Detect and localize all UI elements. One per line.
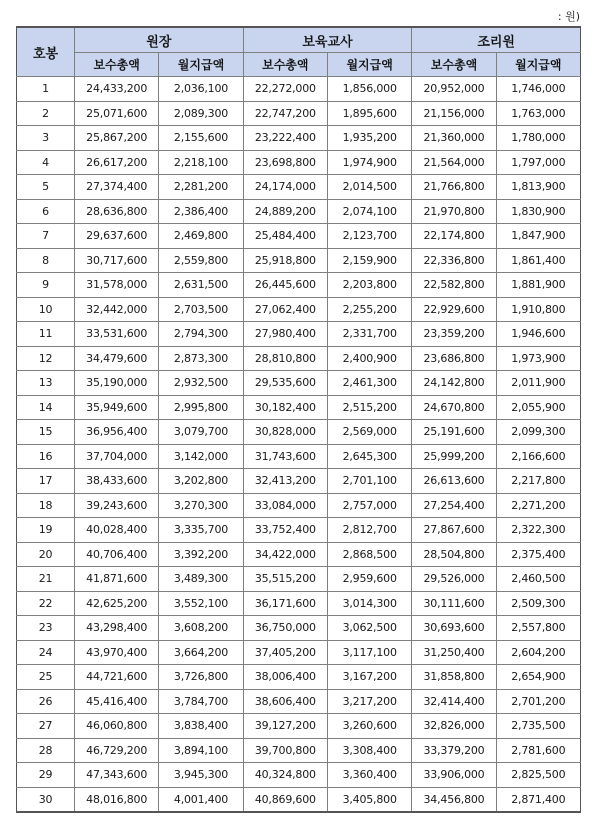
table-row (17, 640, 581, 665)
cell-cook-monthly: 1,797,000 (496, 150, 580, 175)
cell-step: 21 (17, 567, 75, 592)
cell-teacher-total: 27,062,400 (243, 297, 327, 322)
cell-teacher-monthly: 2,701,100 (327, 469, 411, 494)
table-row (17, 420, 581, 445)
cell-teacher-monthly: 3,014,300 (327, 591, 411, 616)
cell-step: 24 (17, 640, 75, 665)
cell-teacher-total: 35,515,200 (243, 567, 327, 592)
cell-cook-total: 22,174,800 (412, 224, 496, 249)
table-row (17, 591, 581, 616)
cell-cook-monthly: 2,557,800 (496, 616, 580, 641)
cell-director-monthly: 3,664,200 (159, 640, 243, 665)
cell-step: 26 (17, 689, 75, 714)
cell-teacher-monthly: 1,974,900 (327, 150, 411, 175)
cell-cook-monthly: 1,973,900 (496, 346, 580, 371)
cell-teacher-total: 27,980,400 (243, 322, 327, 347)
cell-teacher-monthly: 3,260,600 (327, 714, 411, 739)
cell-teacher-monthly: 2,645,300 (327, 444, 411, 469)
cell-director-monthly: 2,559,800 (159, 248, 243, 273)
cell-cook-total: 22,582,800 (412, 273, 496, 298)
cell-cook-total: 25,999,200 (412, 444, 496, 469)
cell-cook-monthly: 2,825,500 (496, 763, 580, 788)
cell-teacher-monthly: 3,405,800 (327, 787, 411, 812)
cell-step: 10 (17, 297, 75, 322)
table-row (17, 567, 581, 592)
cell-director-monthly: 3,392,200 (159, 542, 243, 567)
cell-step: 17 (17, 469, 75, 494)
cell-director-monthly: 3,608,200 (159, 616, 243, 641)
table-row (17, 738, 581, 763)
cell-teacher-monthly: 2,515,200 (327, 395, 411, 420)
cell-teacher-total: 30,182,400 (243, 395, 327, 420)
cell-director-monthly: 3,838,400 (159, 714, 243, 739)
cell-teacher-total: 36,171,600 (243, 591, 327, 616)
table-row (17, 616, 581, 641)
header-cook-total: 보수총액 (412, 53, 496, 77)
cell-teacher-monthly: 1,856,000 (327, 77, 411, 102)
cell-cook-monthly: 2,781,600 (496, 738, 580, 763)
table-row (17, 101, 581, 126)
cell-teacher-monthly: 2,461,300 (327, 371, 411, 396)
cell-teacher-total: 37,405,200 (243, 640, 327, 665)
table-row (17, 199, 581, 224)
cell-director-monthly: 2,218,100 (159, 150, 243, 175)
cell-step: 22 (17, 591, 75, 616)
salary-table (16, 26, 581, 813)
cell-teacher-total: 34,422,000 (243, 542, 327, 567)
cell-cook-total: 32,826,000 (412, 714, 496, 739)
cell-director-monthly: 3,784,700 (159, 689, 243, 714)
cell-cook-monthly: 1,813,900 (496, 175, 580, 200)
table-row (17, 542, 581, 567)
cell-director-monthly: 2,631,500 (159, 273, 243, 298)
cell-cook-total: 24,142,800 (412, 371, 496, 396)
cell-teacher-total: 40,869,600 (243, 787, 327, 812)
cell-teacher-monthly: 3,062,500 (327, 616, 411, 641)
table-row (17, 273, 581, 298)
table-row (17, 297, 581, 322)
cell-teacher-monthly: 3,308,400 (327, 738, 411, 763)
table-row (17, 224, 581, 249)
cell-cook-monthly: 2,055,900 (496, 395, 580, 420)
cell-cook-total: 23,359,200 (412, 322, 496, 347)
cell-teacher-total: 23,222,400 (243, 126, 327, 151)
cell-teacher-monthly: 2,123,700 (327, 224, 411, 249)
cell-step: 9 (17, 273, 75, 298)
table-row (17, 322, 581, 347)
cell-director-monthly: 3,142,000 (159, 444, 243, 469)
cell-director-monthly: 2,469,800 (159, 224, 243, 249)
cell-step: 1 (17, 77, 75, 102)
header-step: 호봉 (17, 27, 75, 77)
cell-cook-total: 34,456,800 (412, 787, 496, 812)
cell-director-total: 46,060,800 (75, 714, 159, 739)
cell-cook-monthly: 2,322,300 (496, 518, 580, 543)
cell-director-monthly: 2,036,100 (159, 77, 243, 102)
cell-cook-monthly: 1,763,000 (496, 101, 580, 126)
cell-cook-monthly: 2,217,800 (496, 469, 580, 494)
cell-cook-monthly: 2,375,400 (496, 542, 580, 567)
table-row (17, 665, 581, 690)
cell-cook-monthly: 1,881,900 (496, 273, 580, 298)
cell-director-monthly: 2,155,600 (159, 126, 243, 151)
cell-cook-monthly: 2,099,300 (496, 420, 580, 445)
cell-director-monthly: 2,281,200 (159, 175, 243, 200)
cell-step: 18 (17, 493, 75, 518)
cell-step: 29 (17, 763, 75, 788)
table-body (17, 77, 581, 813)
cell-teacher-monthly: 3,167,200 (327, 665, 411, 690)
cell-teacher-total: 40,324,800 (243, 763, 327, 788)
cell-director-total: 31,578,000 (75, 273, 159, 298)
cell-director-total: 26,617,200 (75, 150, 159, 175)
cell-cook-total: 23,686,800 (412, 346, 496, 371)
cell-director-monthly: 2,794,300 (159, 322, 243, 347)
cell-teacher-total: 32,413,200 (243, 469, 327, 494)
header-teacher-monthly: 월지급액 (327, 53, 411, 77)
cell-teacher-monthly: 1,895,600 (327, 101, 411, 126)
cell-cook-total: 33,906,000 (412, 763, 496, 788)
cell-teacher-total: 36,750,000 (243, 616, 327, 641)
cell-cook-monthly: 1,847,900 (496, 224, 580, 249)
cell-director-total: 48,016,800 (75, 787, 159, 812)
cell-director-monthly: 3,552,100 (159, 591, 243, 616)
table-row (17, 371, 581, 396)
header-director-total: 보수총액 (75, 53, 159, 77)
cell-step: 30 (17, 787, 75, 812)
cell-director-total: 35,190,000 (75, 371, 159, 396)
cell-cook-monthly: 1,861,400 (496, 248, 580, 273)
cell-director-monthly: 3,079,700 (159, 420, 243, 445)
cell-director-total: 24,433,200 (75, 77, 159, 102)
cell-cook-total: 21,360,000 (412, 126, 496, 151)
table-row (17, 714, 581, 739)
cell-teacher-monthly: 2,569,000 (327, 420, 411, 445)
cell-director-total: 32,442,000 (75, 297, 159, 322)
cell-cook-total: 21,564,000 (412, 150, 496, 175)
cell-step: 19 (17, 518, 75, 543)
cell-cook-total: 22,929,600 (412, 297, 496, 322)
header-row-sub (17, 53, 581, 77)
cell-step: 5 (17, 175, 75, 200)
cell-director-monthly: 2,703,500 (159, 297, 243, 322)
cell-cook-monthly: 2,166,600 (496, 444, 580, 469)
table-row (17, 346, 581, 371)
cell-cook-total: 33,379,200 (412, 738, 496, 763)
cell-teacher-monthly: 2,331,700 (327, 322, 411, 347)
cell-director-total: 40,028,400 (75, 518, 159, 543)
cell-teacher-total: 25,918,800 (243, 248, 327, 273)
cell-cook-monthly: 2,735,500 (496, 714, 580, 739)
header-director-monthly: 월지급액 (159, 53, 243, 77)
table-row (17, 518, 581, 543)
cell-cook-monthly: 1,746,000 (496, 77, 580, 102)
cell-step: 27 (17, 714, 75, 739)
cell-cook-monthly: 2,011,900 (496, 371, 580, 396)
cell-director-total: 35,949,600 (75, 395, 159, 420)
cell-teacher-monthly: 3,360,400 (327, 763, 411, 788)
cell-cook-monthly: 1,946,600 (496, 322, 580, 347)
cell-step: 7 (17, 224, 75, 249)
table-row (17, 787, 581, 812)
cell-director-total: 29,637,600 (75, 224, 159, 249)
cell-step: 23 (17, 616, 75, 641)
cell-cook-monthly: 2,271,200 (496, 493, 580, 518)
cell-step: 3 (17, 126, 75, 151)
cell-director-total: 47,343,600 (75, 763, 159, 788)
cell-director-monthly: 3,270,300 (159, 493, 243, 518)
cell-director-total: 42,625,200 (75, 591, 159, 616)
cell-cook-total: 32,414,400 (412, 689, 496, 714)
cell-director-total: 39,243,600 (75, 493, 159, 518)
cell-director-monthly: 3,726,800 (159, 665, 243, 690)
cell-director-total: 41,871,600 (75, 567, 159, 592)
cell-cook-total: 27,867,600 (412, 518, 496, 543)
cell-step: 14 (17, 395, 75, 420)
cell-cook-total: 21,970,800 (412, 199, 496, 224)
table-row (17, 395, 581, 420)
cell-director-monthly: 3,202,800 (159, 469, 243, 494)
cell-teacher-monthly: 2,757,000 (327, 493, 411, 518)
cell-cook-total: 29,526,000 (412, 567, 496, 592)
cell-step: 25 (17, 665, 75, 690)
cell-cook-total: 27,254,400 (412, 493, 496, 518)
cell-director-monthly: 2,386,400 (159, 199, 243, 224)
cell-step: 28 (17, 738, 75, 763)
cell-teacher-total: 38,006,400 (243, 665, 327, 690)
cell-director-monthly: 3,489,300 (159, 567, 243, 592)
cell-director-monthly: 4,001,400 (159, 787, 243, 812)
cell-teacher-total: 29,535,600 (243, 371, 327, 396)
cell-director-total: 34,479,600 (75, 346, 159, 371)
cell-cook-total: 31,250,400 (412, 640, 496, 665)
cell-teacher-total: 26,445,600 (243, 273, 327, 298)
cell-teacher-total: 22,747,200 (243, 101, 327, 126)
header-group-teacher: 보육교사 (243, 27, 412, 53)
cell-teacher-total: 33,084,000 (243, 493, 327, 518)
cell-step: 15 (17, 420, 75, 445)
cell-step: 12 (17, 346, 75, 371)
cell-director-total: 44,721,600 (75, 665, 159, 690)
cell-cook-monthly: 1,780,000 (496, 126, 580, 151)
cell-director-total: 40,706,400 (75, 542, 159, 567)
cell-teacher-monthly: 2,074,100 (327, 199, 411, 224)
cell-teacher-total: 39,700,800 (243, 738, 327, 763)
cell-director-total: 25,071,600 (75, 101, 159, 126)
cell-teacher-monthly: 2,868,500 (327, 542, 411, 567)
cell-director-total: 37,704,000 (75, 444, 159, 469)
cell-teacher-monthly: 2,812,700 (327, 518, 411, 543)
cell-cook-monthly: 2,509,300 (496, 591, 580, 616)
table-row (17, 444, 581, 469)
cell-director-total: 38,433,600 (75, 469, 159, 494)
cell-teacher-total: 25,484,400 (243, 224, 327, 249)
cell-teacher-monthly: 2,014,500 (327, 175, 411, 200)
cell-step: 4 (17, 150, 75, 175)
cell-director-total: 25,867,200 (75, 126, 159, 151)
cell-teacher-monthly: 1,935,200 (327, 126, 411, 151)
cell-director-total: 33,531,600 (75, 322, 159, 347)
cell-step: 16 (17, 444, 75, 469)
cell-teacher-total: 23,698,800 (243, 150, 327, 175)
table-row (17, 150, 581, 175)
cell-director-monthly: 2,995,800 (159, 395, 243, 420)
header-group-director: 원장 (75, 27, 244, 53)
cell-director-total: 36,956,400 (75, 420, 159, 445)
unit-note: : 원) (557, 10, 580, 23)
cell-cook-total: 21,156,000 (412, 101, 496, 126)
cell-teacher-monthly: 3,217,200 (327, 689, 411, 714)
cell-teacher-total: 39,127,200 (243, 714, 327, 739)
cell-teacher-monthly: 2,203,800 (327, 273, 411, 298)
cell-cook-total: 28,504,800 (412, 542, 496, 567)
cell-cook-total: 21,766,800 (412, 175, 496, 200)
cell-teacher-total: 38,606,400 (243, 689, 327, 714)
cell-teacher-monthly: 2,255,200 (327, 297, 411, 322)
cell-teacher-total: 22,272,000 (243, 77, 327, 102)
header-cook-monthly: 월지급액 (496, 53, 580, 77)
cell-teacher-total: 24,889,200 (243, 199, 327, 224)
cell-director-monthly: 3,894,100 (159, 738, 243, 763)
table-header (17, 27, 581, 77)
table-row (17, 126, 581, 151)
cell-director-monthly: 3,945,300 (159, 763, 243, 788)
cell-director-total: 46,729,200 (75, 738, 159, 763)
table-row (17, 175, 581, 200)
cell-director-monthly: 2,932,500 (159, 371, 243, 396)
cell-teacher-total: 30,828,000 (243, 420, 327, 445)
table-row (17, 689, 581, 714)
table-row (17, 469, 581, 494)
cell-cook-monthly: 1,910,800 (496, 297, 580, 322)
cell-teacher-monthly: 2,959,600 (327, 567, 411, 592)
header-group-cook: 조리원 (412, 27, 581, 53)
table-row (17, 77, 581, 102)
cell-director-monthly: 2,089,300 (159, 101, 243, 126)
cell-step: 8 (17, 248, 75, 273)
cell-teacher-total: 28,810,800 (243, 346, 327, 371)
cell-teacher-monthly: 2,400,900 (327, 346, 411, 371)
cell-cook-total: 30,693,600 (412, 616, 496, 641)
table-row (17, 763, 581, 788)
table-row (17, 248, 581, 273)
cell-director-monthly: 2,873,300 (159, 346, 243, 371)
table-row (17, 493, 581, 518)
cell-cook-monthly: 1,830,900 (496, 199, 580, 224)
cell-cook-monthly: 2,871,400 (496, 787, 580, 812)
cell-cook-monthly: 2,460,500 (496, 567, 580, 592)
cell-step: 2 (17, 101, 75, 126)
cell-cook-monthly: 2,604,200 (496, 640, 580, 665)
cell-cook-total: 31,858,800 (412, 665, 496, 690)
cell-director-monthly: 3,335,700 (159, 518, 243, 543)
cell-cook-monthly: 2,701,200 (496, 689, 580, 714)
cell-cook-total: 25,191,600 (412, 420, 496, 445)
cell-step: 13 (17, 371, 75, 396)
cell-director-total: 43,298,400 (75, 616, 159, 641)
cell-teacher-monthly: 2,159,900 (327, 248, 411, 273)
cell-director-total: 45,416,400 (75, 689, 159, 714)
header-teacher-total: 보수총액 (243, 53, 327, 77)
cell-director-total: 30,717,600 (75, 248, 159, 273)
cell-director-total: 43,970,400 (75, 640, 159, 665)
cell-cook-total: 30,111,600 (412, 591, 496, 616)
header-row-groups (17, 27, 581, 53)
cell-step: 6 (17, 199, 75, 224)
cell-teacher-total: 31,743,600 (243, 444, 327, 469)
cell-step: 11 (17, 322, 75, 347)
cell-cook-total: 26,613,600 (412, 469, 496, 494)
cell-cook-total: 20,952,000 (412, 77, 496, 102)
cell-director-total: 27,374,400 (75, 175, 159, 200)
cell-teacher-total: 33,752,400 (243, 518, 327, 543)
cell-teacher-monthly: 3,117,100 (327, 640, 411, 665)
cell-cook-monthly: 2,654,900 (496, 665, 580, 690)
cell-step: 20 (17, 542, 75, 567)
cell-director-total: 28,636,800 (75, 199, 159, 224)
cell-cook-total: 24,670,800 (412, 395, 496, 420)
cell-cook-total: 22,336,800 (412, 248, 496, 273)
cell-teacher-total: 24,174,000 (243, 175, 327, 200)
